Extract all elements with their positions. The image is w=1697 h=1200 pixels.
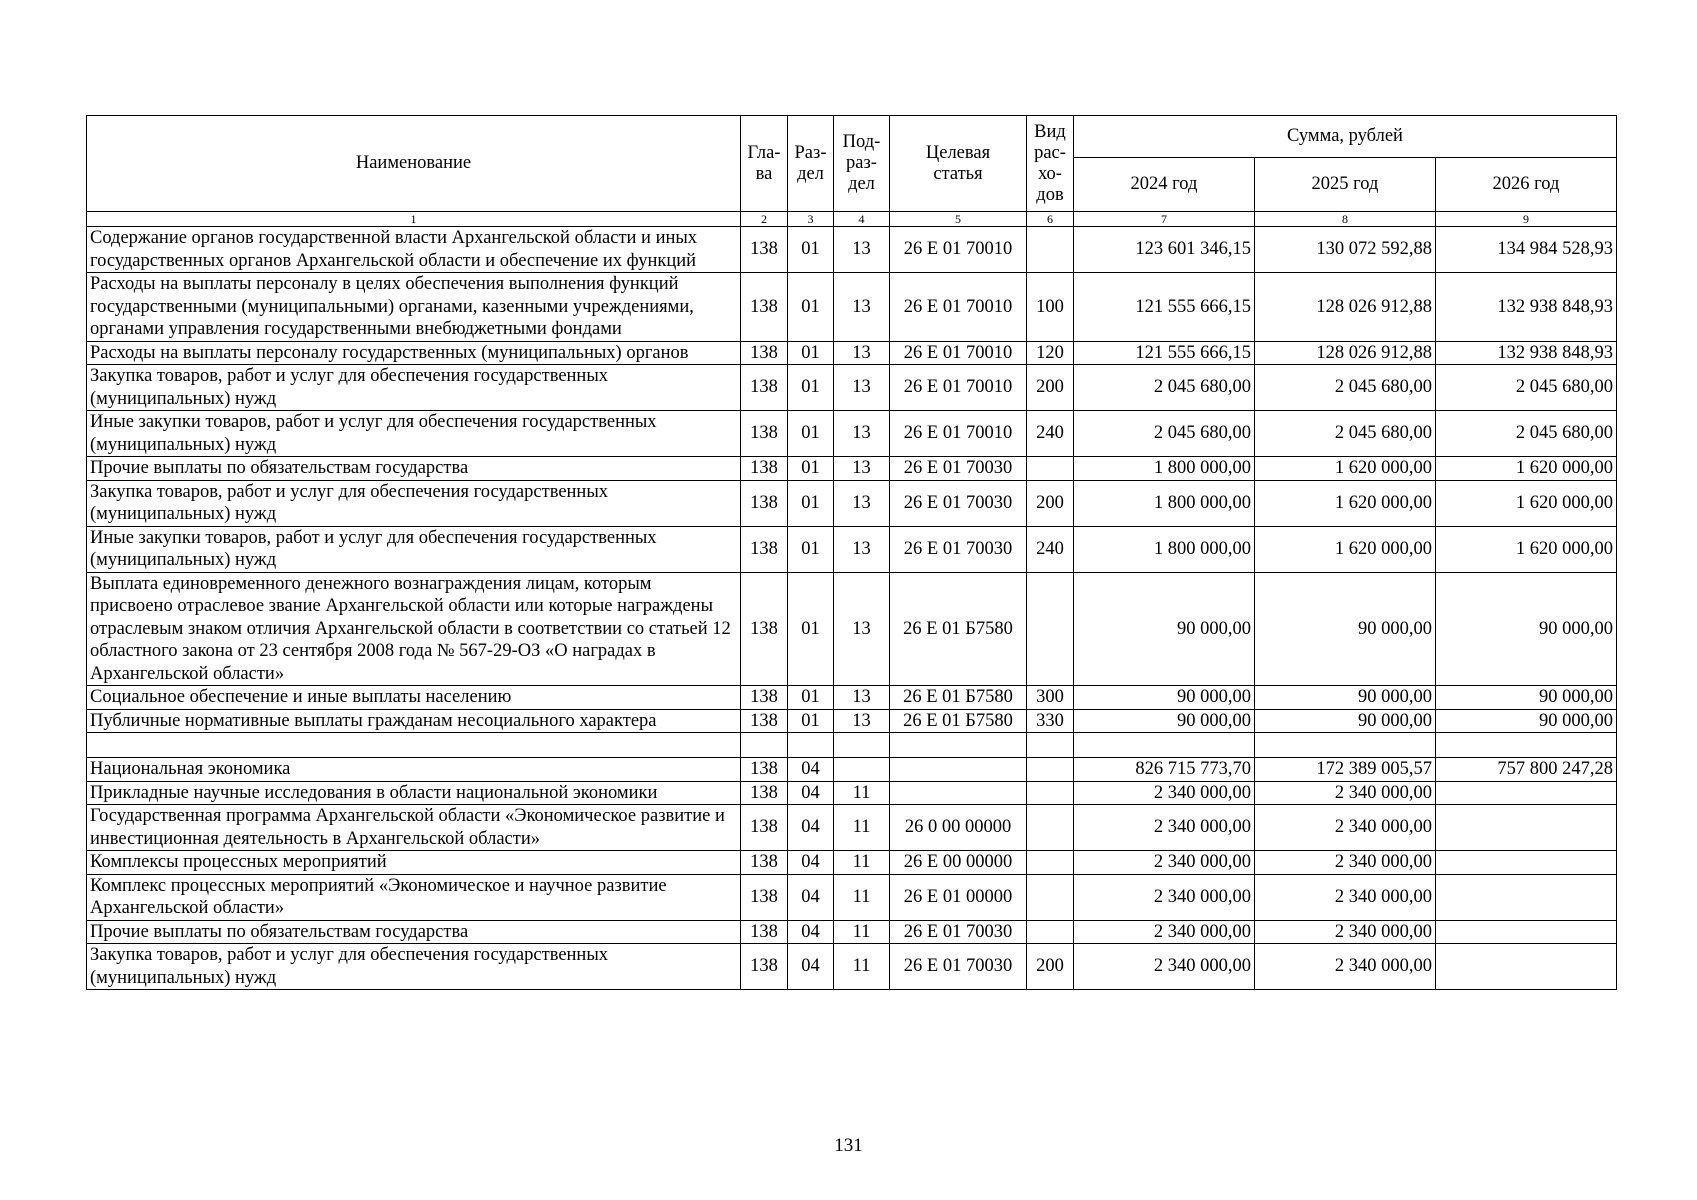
row-vid xyxy=(1027,851,1074,875)
row-name: Прочие выплаты по обязательствам государства xyxy=(87,457,741,481)
table-row xyxy=(87,874,1617,920)
empty-cell xyxy=(741,733,788,758)
row-celevaya: 26 0 00 00000 xyxy=(890,805,1027,851)
row-glava: 138 xyxy=(741,457,788,481)
row-razdel: 04 xyxy=(788,758,834,782)
row-amount-2026: 90 000,00 xyxy=(1436,572,1617,686)
table-row xyxy=(87,480,1617,526)
row-celevaya: 26 Е 01 70030 xyxy=(890,944,1027,990)
row-amount-2024: 121 555 666,15 xyxy=(1074,273,1255,342)
column-number: 5 xyxy=(890,212,1027,227)
row-glava: 138 xyxy=(741,944,788,990)
row-amount-2024: 2 045 680,00 xyxy=(1074,411,1255,457)
row-razdel: 04 xyxy=(788,805,834,851)
row-amount-2025: 2 340 000,00 xyxy=(1255,874,1436,920)
row-podrazdel: 13 xyxy=(834,341,890,365)
row-celevaya: 26 Е 01 Б7580 xyxy=(890,686,1027,710)
table-row xyxy=(87,572,1617,686)
row-name: Публичные нормативные выплаты гражданам несоциального характера xyxy=(87,709,741,733)
row-amount-2025: 1 620 000,00 xyxy=(1255,457,1436,481)
column-number: 3 xyxy=(788,212,834,227)
row-celevaya: 26 Е 01 00000 xyxy=(890,874,1027,920)
header-celevaya: Целевая статья xyxy=(890,116,1027,212)
row-glava: 138 xyxy=(741,572,788,686)
row-razdel: 01 xyxy=(788,709,834,733)
row-amount-2025: 2 340 000,00 xyxy=(1255,920,1436,944)
row-glava: 138 xyxy=(741,365,788,411)
row-podrazdel: 11 xyxy=(834,920,890,944)
table-row xyxy=(87,781,1617,805)
table-row xyxy=(87,686,1617,710)
row-vid: 200 xyxy=(1027,365,1074,411)
row-vid xyxy=(1027,758,1074,782)
row-name: Расходы на выплаты персоналу в целях обеспечения выполнения функций государственными (муниципальными) органами, казенными учреждениями, органами управления государственными внебюджетными фондами xyxy=(87,273,741,342)
row-celevaya: 26 Е 01 70010 xyxy=(890,341,1027,365)
column-number-row xyxy=(87,212,1617,227)
row-razdel: 04 xyxy=(788,874,834,920)
row-vid: 200 xyxy=(1027,480,1074,526)
row-glava: 138 xyxy=(741,411,788,457)
row-name: Комплекс процессных мероприятий «Экономическое и научное развитие Архангельской области» xyxy=(87,874,741,920)
empty-cell xyxy=(1027,733,1074,758)
row-amount-2025: 2 045 680,00 xyxy=(1255,365,1436,411)
table-row xyxy=(87,920,1617,944)
row-name: Прикладные научные исследования в области национальной экономики xyxy=(87,781,741,805)
row-amount-2025: 2 340 000,00 xyxy=(1255,805,1436,851)
row-amount-2024: 2 045 680,00 xyxy=(1074,365,1255,411)
row-celevaya: 26 Е 01 70010 xyxy=(890,411,1027,457)
row-celevaya xyxy=(890,781,1027,805)
empty-cell xyxy=(1074,733,1255,758)
row-name: Выплата единовременного денежного вознаграждения лицам, которым присвоено отраслевое звание Архангельской области или которые награждены отраслевым знаком отличия Архангельской области в соответствии со статьей 12 областного закона от 23 сентября 2008 года № 567-29-ОЗ «О наградах в Архангельской области» xyxy=(87,572,741,686)
column-number: 4 xyxy=(834,212,890,227)
row-amount-2026 xyxy=(1436,851,1617,875)
row-amount-2025: 2 045 680,00 xyxy=(1255,411,1436,457)
header-glava: Гла- ва xyxy=(741,116,788,212)
row-amount-2026 xyxy=(1436,805,1617,851)
table-row xyxy=(87,457,1617,481)
table-row xyxy=(87,805,1617,851)
row-podrazdel: 11 xyxy=(834,851,890,875)
row-glava: 138 xyxy=(741,480,788,526)
row-name: Комплексы процессных мероприятий xyxy=(87,851,741,875)
column-number: 9 xyxy=(1436,212,1617,227)
row-razdel: 04 xyxy=(788,781,834,805)
table-row xyxy=(87,944,1617,990)
row-glava: 138 xyxy=(741,758,788,782)
header-vid: Вид рас- хо- дов xyxy=(1027,116,1074,212)
row-glava: 138 xyxy=(741,851,788,875)
row-razdel: 04 xyxy=(788,920,834,944)
row-amount-2025: 90 000,00 xyxy=(1255,572,1436,686)
row-amount-2024: 2 340 000,00 xyxy=(1074,781,1255,805)
header-year-2026: 2026 год xyxy=(1436,158,1617,212)
column-number: 8 xyxy=(1255,212,1436,227)
row-amount-2026: 1 620 000,00 xyxy=(1436,526,1617,572)
row-podrazdel: 11 xyxy=(834,944,890,990)
row-name: Закупка товаров, работ и услуг для обеспечения государственных (муниципальных) нужд xyxy=(87,480,741,526)
row-podrazdel: 13 xyxy=(834,227,890,273)
row-amount-2026: 132 938 848,93 xyxy=(1436,341,1617,365)
row-celevaya: 26 Е 01 70030 xyxy=(890,457,1027,481)
row-name: Содержание органов государственной власти Архангельской области и иных государственных органов Архангельской области и обеспечение их функций xyxy=(87,227,741,273)
row-amount-2024: 90 000,00 xyxy=(1074,572,1255,686)
row-name: Национальная экономика xyxy=(87,758,741,782)
row-vid xyxy=(1027,781,1074,805)
table-row xyxy=(87,709,1617,733)
row-vid xyxy=(1027,572,1074,686)
row-amount-2024: 121 555 666,15 xyxy=(1074,341,1255,365)
row-celevaya: 26 Е 01 70030 xyxy=(890,526,1027,572)
header-year-2024: 2024 год xyxy=(1074,158,1255,212)
table-row xyxy=(87,733,1617,758)
row-amount-2026: 2 045 680,00 xyxy=(1436,365,1617,411)
row-podrazdel: 11 xyxy=(834,781,890,805)
row-celevaya: 26 Е 01 70010 xyxy=(890,273,1027,342)
row-vid: 200 xyxy=(1027,944,1074,990)
row-celevaya: 26 Е 01 Б7580 xyxy=(890,709,1027,733)
row-amount-2026: 1 620 000,00 xyxy=(1436,480,1617,526)
row-razdel: 01 xyxy=(788,457,834,481)
row-glava: 138 xyxy=(741,341,788,365)
row-celevaya: 26 Е 01 70030 xyxy=(890,480,1027,526)
row-name: Закупка товаров, работ и услуг для обеспечения государственных (муниципальных) нужд xyxy=(87,944,741,990)
row-razdel: 01 xyxy=(788,365,834,411)
row-amount-2026: 132 938 848,93 xyxy=(1436,273,1617,342)
row-amount-2024: 2 340 000,00 xyxy=(1074,805,1255,851)
row-name: Прочие выплаты по обязательствам государства xyxy=(87,920,741,944)
row-razdel: 01 xyxy=(788,686,834,710)
row-podrazdel: 13 xyxy=(834,526,890,572)
header-summa: Сумма, рублей xyxy=(1074,116,1617,158)
row-amount-2024: 2 340 000,00 xyxy=(1074,874,1255,920)
row-glava: 138 xyxy=(741,227,788,273)
empty-cell xyxy=(1436,733,1617,758)
row-vid: 300 xyxy=(1027,686,1074,710)
row-amount-2025: 2 340 000,00 xyxy=(1255,781,1436,805)
column-number: 6 xyxy=(1027,212,1074,227)
row-glava: 138 xyxy=(741,874,788,920)
row-podrazdel: 13 xyxy=(834,480,890,526)
row-celevaya: 26 Е 00 00000 xyxy=(890,851,1027,875)
row-celevaya: 26 Е 01 70010 xyxy=(890,365,1027,411)
row-podrazdel: 11 xyxy=(834,805,890,851)
row-amount-2025: 2 340 000,00 xyxy=(1255,944,1436,990)
page-number: 131 xyxy=(834,1135,863,1156)
row-name: Иные закупки товаров, работ и услуг для обеспечения государственных (муниципальных) нужд xyxy=(87,526,741,572)
row-glava: 138 xyxy=(741,920,788,944)
row-razdel: 01 xyxy=(788,572,834,686)
row-vid: 120 xyxy=(1027,341,1074,365)
row-name: Расходы на выплаты персоналу государственных (муниципальных) органов xyxy=(87,341,741,365)
row-razdel: 01 xyxy=(788,480,834,526)
row-podrazdel: 13 xyxy=(834,686,890,710)
row-name: Государственная программа Архангельской области «Экономическое развитие и инвестиционная деятельность в Архангельской области» xyxy=(87,805,741,851)
row-name: Социальное обеспечение и иные выплаты населению xyxy=(87,686,741,710)
row-amount-2026 xyxy=(1436,920,1617,944)
row-razdel: 01 xyxy=(788,526,834,572)
row-amount-2024: 2 340 000,00 xyxy=(1074,851,1255,875)
row-name: Закупка товаров, работ и услуг для обеспечения государственных (муниципальных) нужд xyxy=(87,365,741,411)
row-celevaya: 26 Е 01 Б7580 xyxy=(890,572,1027,686)
row-amount-2026: 90 000,00 xyxy=(1436,686,1617,710)
row-vid: 240 xyxy=(1027,411,1074,457)
row-amount-2026: 2 045 680,00 xyxy=(1436,411,1617,457)
header-podrazdel: Под- раз- дел xyxy=(834,116,890,212)
row-glava: 138 xyxy=(741,686,788,710)
table-row xyxy=(87,227,1617,273)
table-body xyxy=(87,227,1617,990)
row-celevaya: 26 Е 01 70030 xyxy=(890,920,1027,944)
row-glava: 138 xyxy=(741,805,788,851)
row-vid xyxy=(1027,920,1074,944)
row-amount-2025: 128 026 912,88 xyxy=(1255,341,1436,365)
row-amount-2024: 123 601 346,15 xyxy=(1074,227,1255,273)
row-podrazdel: 13 xyxy=(834,365,890,411)
row-amount-2026: 757 800 247,28 xyxy=(1436,758,1617,782)
table-row xyxy=(87,273,1617,342)
table-row xyxy=(87,851,1617,875)
row-razdel: 01 xyxy=(788,227,834,273)
table-row xyxy=(87,341,1617,365)
row-razdel: 01 xyxy=(788,273,834,342)
row-podrazdel xyxy=(834,758,890,782)
row-amount-2026 xyxy=(1436,944,1617,990)
row-glava: 138 xyxy=(741,709,788,733)
empty-cell xyxy=(788,733,834,758)
header-year-2025: 2025 год xyxy=(1255,158,1436,212)
row-amount-2026 xyxy=(1436,874,1617,920)
row-amount-2025: 90 000,00 xyxy=(1255,686,1436,710)
row-amount-2026: 134 984 528,93 xyxy=(1436,227,1617,273)
table-row xyxy=(87,411,1617,457)
row-vid xyxy=(1027,874,1074,920)
row-amount-2026: 90 000,00 xyxy=(1436,709,1617,733)
row-podrazdel: 13 xyxy=(834,411,890,457)
row-razdel: 04 xyxy=(788,851,834,875)
empty-cell xyxy=(890,733,1027,758)
row-amount-2024: 2 340 000,00 xyxy=(1074,920,1255,944)
empty-cell xyxy=(87,733,741,758)
row-glava: 138 xyxy=(741,273,788,342)
row-amount-2024: 826 715 773,70 xyxy=(1074,758,1255,782)
table-row xyxy=(87,758,1617,782)
row-glava: 138 xyxy=(741,781,788,805)
row-amount-2025: 172 389 005,57 xyxy=(1255,758,1436,782)
row-vid xyxy=(1027,805,1074,851)
row-razdel: 04 xyxy=(788,944,834,990)
row-podrazdel: 13 xyxy=(834,457,890,481)
row-amount-2024: 1 800 000,00 xyxy=(1074,480,1255,526)
row-amount-2025: 130 072 592,88 xyxy=(1255,227,1436,273)
row-name: Иные закупки товаров, работ и услуг для обеспечения государственных (муниципальных) нужд xyxy=(87,411,741,457)
row-razdel: 01 xyxy=(788,341,834,365)
row-amount-2024: 1 800 000,00 xyxy=(1074,526,1255,572)
row-amount-2025: 2 340 000,00 xyxy=(1255,851,1436,875)
header-name: Наименование xyxy=(87,116,741,212)
row-vid xyxy=(1027,457,1074,481)
row-amount-2026 xyxy=(1436,781,1617,805)
header-row-1 xyxy=(87,116,1617,158)
row-glava: 138 xyxy=(741,526,788,572)
row-amount-2024: 90 000,00 xyxy=(1074,686,1255,710)
row-amount-2024: 2 340 000,00 xyxy=(1074,944,1255,990)
row-amount-2025: 1 620 000,00 xyxy=(1255,480,1436,526)
row-vid xyxy=(1027,227,1074,273)
row-amount-2024: 1 800 000,00 xyxy=(1074,457,1255,481)
row-vid: 240 xyxy=(1027,526,1074,572)
row-podrazdel: 11 xyxy=(834,874,890,920)
row-vid: 100 xyxy=(1027,273,1074,342)
row-amount-2024: 90 000,00 xyxy=(1074,709,1255,733)
row-amount-2025: 1 620 000,00 xyxy=(1255,526,1436,572)
row-amount-2025: 128 026 912,88 xyxy=(1255,273,1436,342)
row-celevaya xyxy=(890,758,1027,782)
header-razdel: Раз- дел xyxy=(788,116,834,212)
empty-cell xyxy=(834,733,890,758)
row-razdel: 01 xyxy=(788,411,834,457)
row-amount-2026: 1 620 000,00 xyxy=(1436,457,1617,481)
row-vid: 330 xyxy=(1027,709,1074,733)
table-row xyxy=(87,526,1617,572)
row-amount-2025: 90 000,00 xyxy=(1255,709,1436,733)
column-number: 1 xyxy=(87,212,741,227)
row-podrazdel: 13 xyxy=(834,709,890,733)
empty-cell xyxy=(1255,733,1436,758)
row-celevaya: 26 Е 01 70010 xyxy=(890,227,1027,273)
column-number: 2 xyxy=(741,212,788,227)
column-number: 7 xyxy=(1074,212,1255,227)
row-podrazdel: 13 xyxy=(834,273,890,342)
row-podrazdel: 13 xyxy=(834,572,890,686)
budget-table xyxy=(86,115,1617,990)
table-row xyxy=(87,365,1617,411)
